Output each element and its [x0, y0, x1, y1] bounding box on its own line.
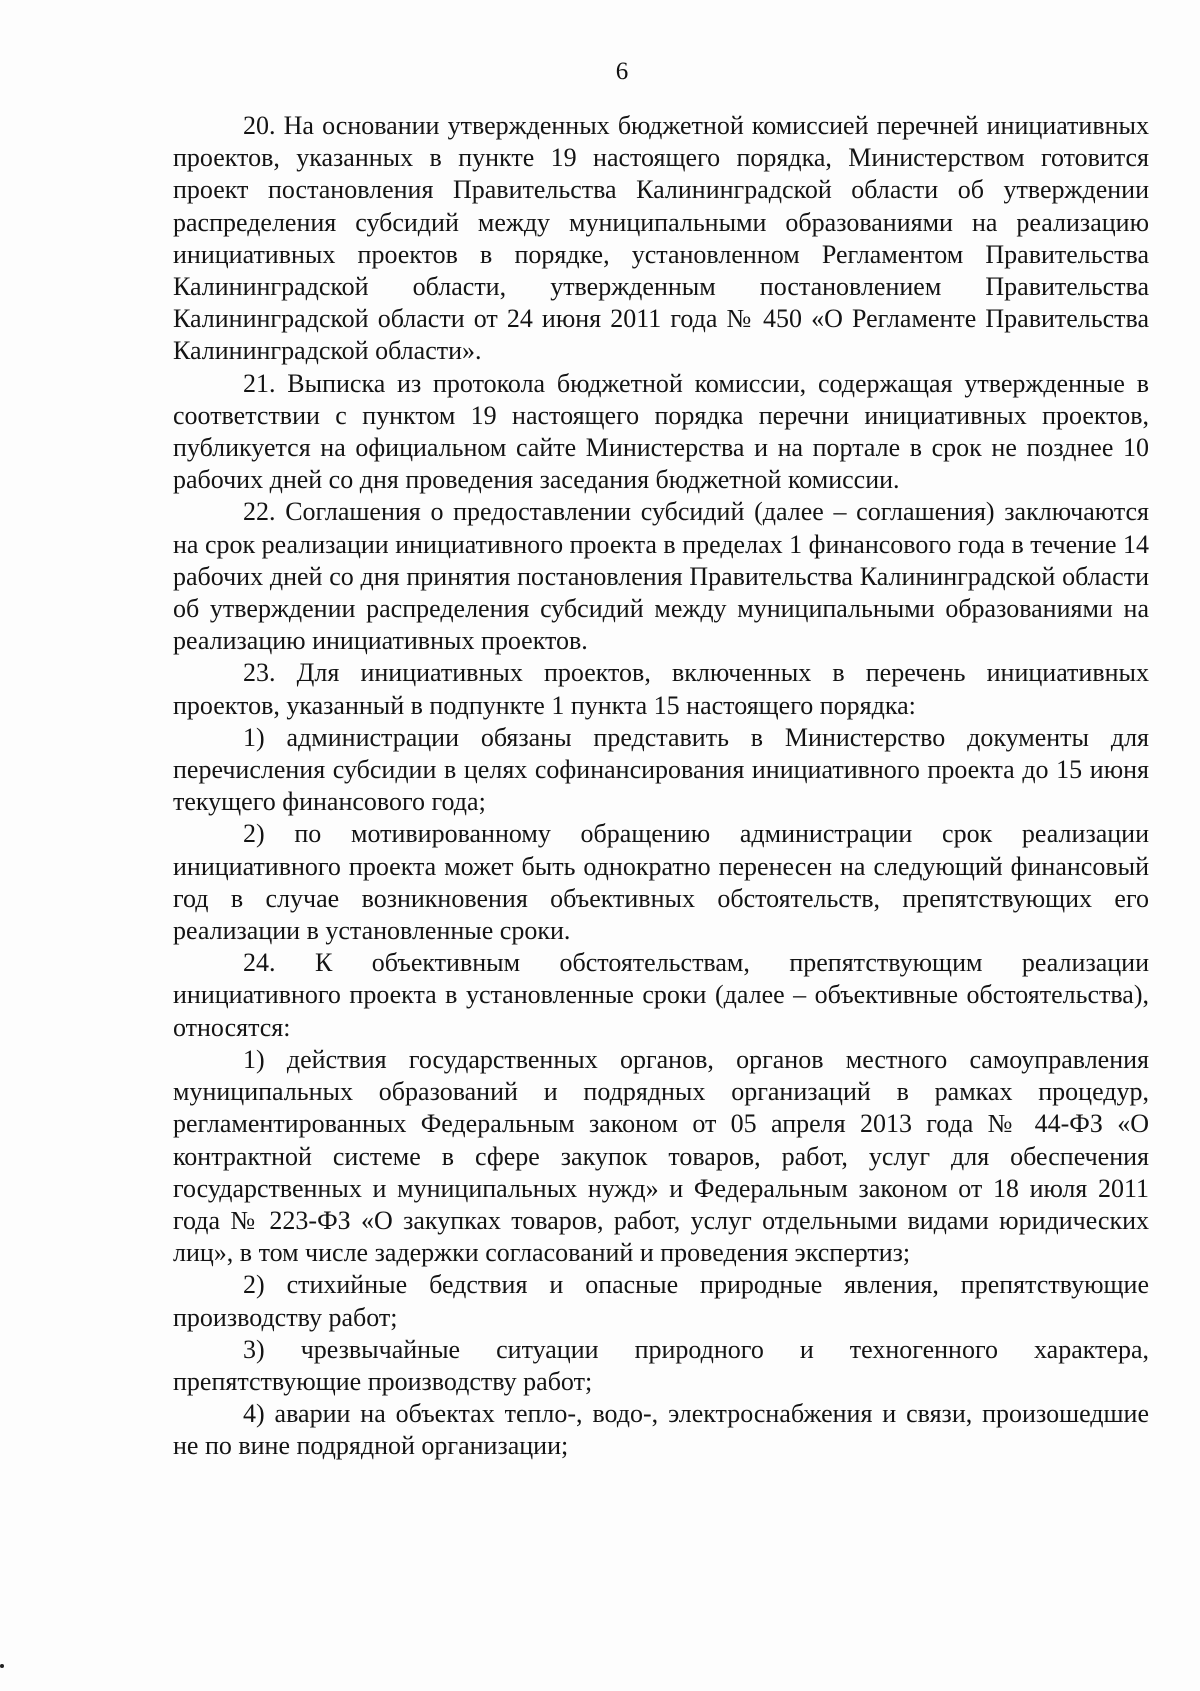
paragraph-24-item-3: 3) чрезвычайные ситуации природного и техногенного характера, препятствующие производству работ; — [173, 1334, 1149, 1396]
document-body — [173, 110, 1149, 1463]
paragraph-21: 21. Выписка из протокола бюджетной комиссии, содержащая утвержденные в соответствии с пунктом 19 настоящего порядка перечни инициативных проектов, публикуется на официальном сайте Министерства и на портале в срок не позднее 10 рабочих дней со дня проведения заседания бюджетной комиссии. — [173, 368, 1149, 495]
paragraph-23-item-2: 2) по мотивированному обращению администрации срок реализации инициативного проекта может быть однократно перенесен на следующий финансовый год в случае возникновения объективных обстоятельств, препятствующих его реализации в установленные сроки. — [173, 819, 1149, 946]
paragraph-24: 24. К объективным обстоятельствам, препятствующим реализации инициативного проекта в установленные сроки (далее – объективные обстоятельства), относятся: — [173, 948, 1149, 1042]
page-number: 6 — [615, 58, 629, 85]
paragraph-24-item-1: 1) действия государственных органов, органов местного самоуправления муниципальных образований и подрядных организаций в рамках процедур, регламентированных Федеральным законом от 05 апреля 2013 года № 44-ФЗ «О контрактной системе в сфере закупок товаров, работ, услуг для обеспечения государственных и муниципальных нужд» и Федеральным законом от 18 июля 2011 года № 223-ФЗ «О закупках товаров, работ, услуг отдельными видами юридических лиц», в том числе задержки согласований и проведения экспертиз; — [173, 1044, 1149, 1268]
paragraph-22: 22. Соглашения о предоставлении субсидий (далее – соглашения) заключаются на срок реализации инициативного проекта в пределах 1 финансового года в течение 14 рабочих дней со дня принятия постановления Правительства Калининградской области об утверждении распределения субсидий между муниципальными образованиями на реализацию инициативных проектов. — [173, 497, 1149, 656]
paragraph-23: 23. Для инициативных проектов, включенных в перечень инициативных проектов, указанный в подпункте 1 пункта 15 настоящего порядка: — [173, 658, 1149, 720]
paragraph-20: 20. На основании утвержденных бюджетной комиссией перечней инициативных проектов, указанных в пункте 19 настоящего порядка, Министерством готовится проект постановления Правительства Калининградской области об утверждении распределения субсидий между муниципальными образованиями на реализацию инициативных проектов в порядке, установленном Регламентом Правительства Калининградской области, утвержденным постановлением Правительства Калининградской области от 24 июня 2011 года № 450 «О Регламенте Правительства Калининградской области». — [173, 111, 1149, 366]
paragraph-24-item-4: 4) аварии на объектах тепло-, водо-, электроснабжения и связи, произошедшие не по вине подрядной организации; — [173, 1399, 1149, 1461]
paragraph-23-item-1: 1) администрации обязаны представить в Министерство документы для перечисления субсидии в целях софинансирования инициативного проекта до 15 июня текущего финансового года; — [173, 722, 1149, 817]
scan-speck — [0, 1664, 4, 1668]
paragraph-24-item-2: 2) стихийные бедствия и опасные природные явления, препятствующие производству работ; — [173, 1270, 1149, 1332]
